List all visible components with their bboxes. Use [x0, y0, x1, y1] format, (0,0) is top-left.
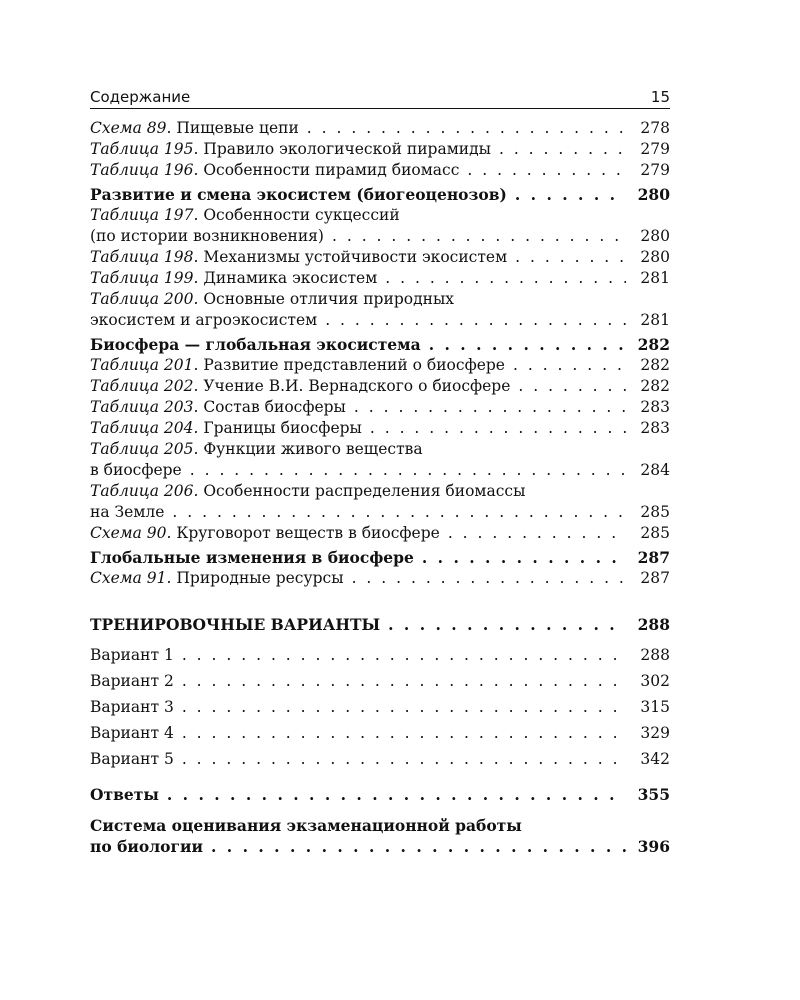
toc-entry: [90, 118, 670, 139]
dot-leader: [174, 697, 626, 718]
toc-line: [90, 184, 670, 205]
entry-page: 281: [640, 269, 670, 287]
entry-label: Таблица 201.: [90, 356, 199, 374]
entry-page: 283: [640, 398, 670, 416]
entry-title: Основные отличия природных: [198, 290, 455, 308]
entry-text: [90, 568, 344, 589]
entry-label: Таблица 204.: [90, 419, 199, 437]
entry-title: Природные ресурсы: [171, 569, 344, 587]
entry-page: 281: [640, 311, 670, 329]
header-page-number: 15: [650, 88, 670, 106]
variant-text: Вариант 1: [90, 646, 174, 664]
entry-text: [90, 523, 440, 544]
entry-title: Особенности пирамид биомасс: [198, 161, 460, 179]
running-header: [90, 86, 670, 109]
answers-text: Ответы: [90, 785, 159, 804]
entry-page: 279: [640, 140, 670, 158]
dot-leader: [380, 614, 626, 635]
dot-leader: [182, 460, 626, 481]
toc-line: [90, 334, 670, 355]
dot-leader: [414, 547, 626, 568]
toc-entry: [90, 568, 670, 589]
entry-title: Динамика экосистем: [198, 269, 378, 287]
entry-page: 287: [637, 548, 670, 567]
entry-label: Таблица 202.: [90, 377, 199, 395]
toc-entry: [90, 481, 670, 523]
variant-page: 329: [640, 724, 670, 742]
toc-line: [90, 523, 670, 544]
entry-label: Таблица 198.: [90, 248, 199, 266]
entry-title: в биосфере: [90, 461, 182, 479]
toc-line: [90, 268, 670, 289]
dot-leader: [510, 376, 626, 397]
toc-page: [90, 86, 670, 857]
entry-text: [90, 184, 507, 205]
dot-leader: [324, 226, 626, 247]
entry-label: Таблица 195.: [90, 140, 199, 158]
entry-text: [90, 160, 459, 181]
entry-text: [90, 502, 164, 523]
entry-page: 280: [640, 248, 670, 266]
entry-title: (по истории возникновения): [90, 227, 324, 245]
dot-leader: [421, 334, 626, 355]
toc-entry: [90, 205, 670, 247]
toc-section: [90, 547, 670, 568]
dot-leader: [174, 645, 626, 666]
grading-page: 396: [637, 837, 670, 856]
dot-leader: [174, 671, 626, 692]
entry-text: [90, 460, 182, 481]
toc-entry: [90, 418, 670, 439]
dot-leader: [174, 723, 626, 744]
toc-section: [90, 184, 670, 205]
toc-entry: [90, 289, 670, 331]
entry-title: Биосфера — глобальная экосистема: [90, 335, 421, 354]
entry-page: 284: [640, 461, 670, 479]
dot-leader: [507, 247, 626, 268]
dot-leader: [377, 268, 626, 289]
variant-text: Вариант 5: [90, 750, 174, 768]
variant-entry: [90, 749, 670, 770]
dot-leader: [362, 418, 626, 439]
entry-label: Таблица 196.: [90, 161, 199, 179]
entry-title: Состав биосферы: [198, 398, 346, 416]
entry-page: 282: [640, 377, 670, 395]
entry-title: Пищевые цепи: [171, 119, 299, 137]
toc-line: [90, 376, 670, 397]
entry-text: [90, 310, 317, 331]
dot-leader: [317, 310, 626, 331]
entry-label: Таблица 205.: [90, 440, 199, 458]
entry-label: Таблица 206.: [90, 482, 199, 500]
entry-page: 287: [640, 569, 670, 587]
dot-leader: [164, 502, 626, 523]
dot-leader: [203, 836, 626, 857]
toc-line: [90, 139, 670, 160]
entry-text: [90, 547, 414, 568]
entry-text: [90, 118, 299, 139]
variants-list: [90, 645, 670, 770]
toc-entry: [90, 439, 670, 481]
variant-entry: [90, 697, 670, 718]
toc-line: [90, 460, 670, 481]
entry-label: Таблица 199.: [90, 269, 199, 287]
dot-leader: [159, 784, 626, 805]
entry-page: 282: [637, 335, 670, 354]
grading-line-1: Система оценивания экзаменационной работы: [90, 816, 522, 835]
entry-title: на Земле: [90, 503, 165, 521]
entry-page: 280: [640, 227, 670, 245]
toc-line: [90, 568, 670, 589]
table-of-contents: [90, 118, 670, 589]
variant-page: 342: [640, 750, 670, 768]
entry-label: Схема 89.: [90, 119, 172, 137]
toc-line: [90, 397, 670, 418]
entry-title: Особенности распределения биомассы: [198, 482, 526, 500]
toc-line: [90, 310, 670, 331]
entry-page: 285: [640, 524, 670, 542]
toc-line: [90, 418, 670, 439]
entry-title: Глобальные изменения в биосфере: [90, 548, 414, 567]
toc-entry: [90, 139, 670, 160]
variant-page: 302: [640, 672, 670, 690]
toc-line: [90, 226, 670, 247]
variant-entry: [90, 645, 670, 666]
entry-title: Границы биосферы: [198, 419, 362, 437]
variant-page: 315: [640, 698, 670, 716]
entry-title: экосистем и агроэкосистем: [90, 311, 318, 329]
dot-leader: [507, 184, 626, 205]
entry-label: Таблица 203.: [90, 398, 199, 416]
entry-page: 279: [640, 161, 670, 179]
variant-text: Вариант 3: [90, 698, 174, 716]
entry-label: Таблица 200.: [90, 290, 199, 308]
dot-leader: [505, 355, 626, 376]
entry-text: [90, 439, 423, 460]
variant-text: Вариант 2: [90, 672, 174, 690]
dot-leader: [491, 139, 626, 160]
entry-text: [90, 268, 377, 289]
dot-leader: [440, 523, 626, 544]
dot-leader: [174, 749, 626, 770]
entry-page: 285: [640, 503, 670, 521]
toc-line: [90, 502, 670, 523]
variant-entry: [90, 671, 670, 692]
grading-line-2: по биологии: [90, 837, 204, 856]
entry-text: [90, 247, 507, 268]
training-heading-text: ТРЕНИРОВОЧНЫЕ ВАРИАНТЫ: [90, 615, 381, 634]
toc-line: [90, 118, 670, 139]
entry-text: [90, 355, 505, 376]
entry-title: Круговорот веществ в биосфере: [171, 524, 440, 542]
entry-text: [90, 418, 362, 439]
entry-text: [90, 139, 491, 160]
dot-leader: [346, 397, 626, 418]
entry-page: 280: [637, 185, 670, 204]
dot-leader: [299, 118, 626, 139]
toc-line: [90, 289, 670, 310]
toc-line: [90, 439, 670, 460]
entry-text: [90, 397, 346, 418]
toc-section: [90, 334, 670, 355]
toc-line: [90, 160, 670, 181]
entry-label: Схема 90.: [90, 524, 172, 542]
entry-text: [90, 334, 421, 355]
variant-page: 288: [640, 646, 670, 664]
toc-line: [90, 547, 670, 568]
toc-line: [90, 247, 670, 268]
variant-entry: [90, 723, 670, 744]
toc-line: [90, 355, 670, 376]
answers-entry: [90, 784, 670, 805]
training-heading: [90, 614, 670, 635]
entry-label: Схема 91.: [90, 569, 172, 587]
entry-text: [90, 376, 510, 397]
dot-leader: [344, 568, 626, 589]
toc-line: [90, 481, 670, 502]
toc-entry: [90, 397, 670, 418]
entry-page: 282: [640, 356, 670, 374]
entry-text: [90, 226, 324, 247]
training-page: 288: [637, 615, 670, 634]
toc-entry: [90, 355, 670, 376]
entry-text: [90, 289, 454, 310]
entry-title: Развитие представлений о биосфере: [198, 356, 505, 374]
toc-entry: [90, 160, 670, 181]
toc-entry: [90, 376, 670, 397]
entry-label: Таблица 197.: [90, 206, 199, 224]
toc-entry: [90, 523, 670, 544]
toc-entry: [90, 268, 670, 289]
answers-page: 355: [637, 785, 670, 804]
grading-entry: [90, 815, 670, 857]
toc-line: [90, 205, 670, 226]
entry-title: Особенности сукцессий: [198, 206, 400, 224]
dot-leader: [459, 160, 626, 181]
entry-title: Механизмы устойчивости экосистем: [198, 248, 508, 266]
entry-title: Функции живого вещества: [198, 440, 423, 458]
entry-page: 278: [640, 119, 670, 137]
entry-title: Правило экологической пирамиды: [198, 140, 491, 158]
entry-text: [90, 205, 400, 226]
entry-title: Учение В.И. Вернадского о биосфере: [198, 377, 511, 395]
entry-page: 283: [640, 419, 670, 437]
toc-entry: [90, 247, 670, 268]
header-title: Содержание: [90, 88, 191, 106]
entry-title: Развитие и смена экосистем (биогеоценозов): [90, 185, 507, 204]
entry-text: [90, 481, 525, 502]
variant-text: Вариант 4: [90, 724, 174, 742]
